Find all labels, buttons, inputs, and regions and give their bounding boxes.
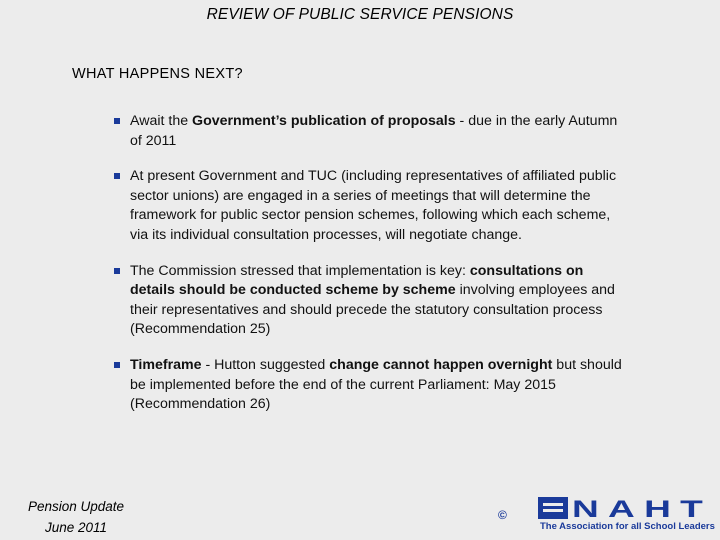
square-bullet-icon (114, 268, 120, 274)
bullet-text: - Hutton suggested (201, 356, 330, 373)
slide-title: REVIEW OF PUBLIC SERVICE PENSIONS (206, 6, 514, 23)
bullet-text: Await the (130, 113, 193, 129)
bullet-item (112, 262, 632, 340)
bullet-item (112, 112, 632, 151)
square-bullet-icon (114, 173, 120, 179)
bullet-text-bold: Timeframe (130, 356, 202, 373)
bullet-text-bold: Government’s publication of proposals (192, 113, 456, 129)
svg-text:NAHT: NAHT (572, 497, 712, 521)
square-bullet-icon (114, 118, 120, 124)
logo-tagline: The Association for all School Leaders (540, 521, 715, 532)
section-heading: WHAT HAPPENS NEXT? (72, 66, 243, 82)
bullet-list (112, 112, 632, 415)
footer-line-2: June 2011 (44, 520, 108, 535)
copyright-symbol: © (498, 508, 507, 522)
footer-line-1: Pension Update (27, 499, 125, 514)
square-bullet-icon (114, 362, 120, 368)
bullet-text-bold: consultations on details should be conducted scheme by scheme (130, 262, 584, 299)
bullet-text-bold: change cannot happen overnight (329, 356, 553, 373)
bullet-text: involving employees and their representatives and should precede the statutory consultation process (Recommendation 25) (130, 282, 615, 338)
bullet-text: but should be implemented before the end of the current Parliament: May 2015 (Recommendation 26) (130, 356, 622, 413)
bullet-text: At present Government and TUC (including representatives of affiliated public sector unions) are engaged in a series of meetings that will determine the framework for public sector pension schemes, following which each scheme, via its individual consultation processes, will negotiate change. (130, 168, 617, 243)
bullet-text: The Commission stressed that implementation is key: (130, 262, 470, 279)
bullet-item (112, 356, 632, 415)
bullet-item (112, 167, 632, 245)
footer-caption (26, 496, 126, 538)
bullet-text: - due in the early Autumn of 2011 (130, 113, 618, 149)
